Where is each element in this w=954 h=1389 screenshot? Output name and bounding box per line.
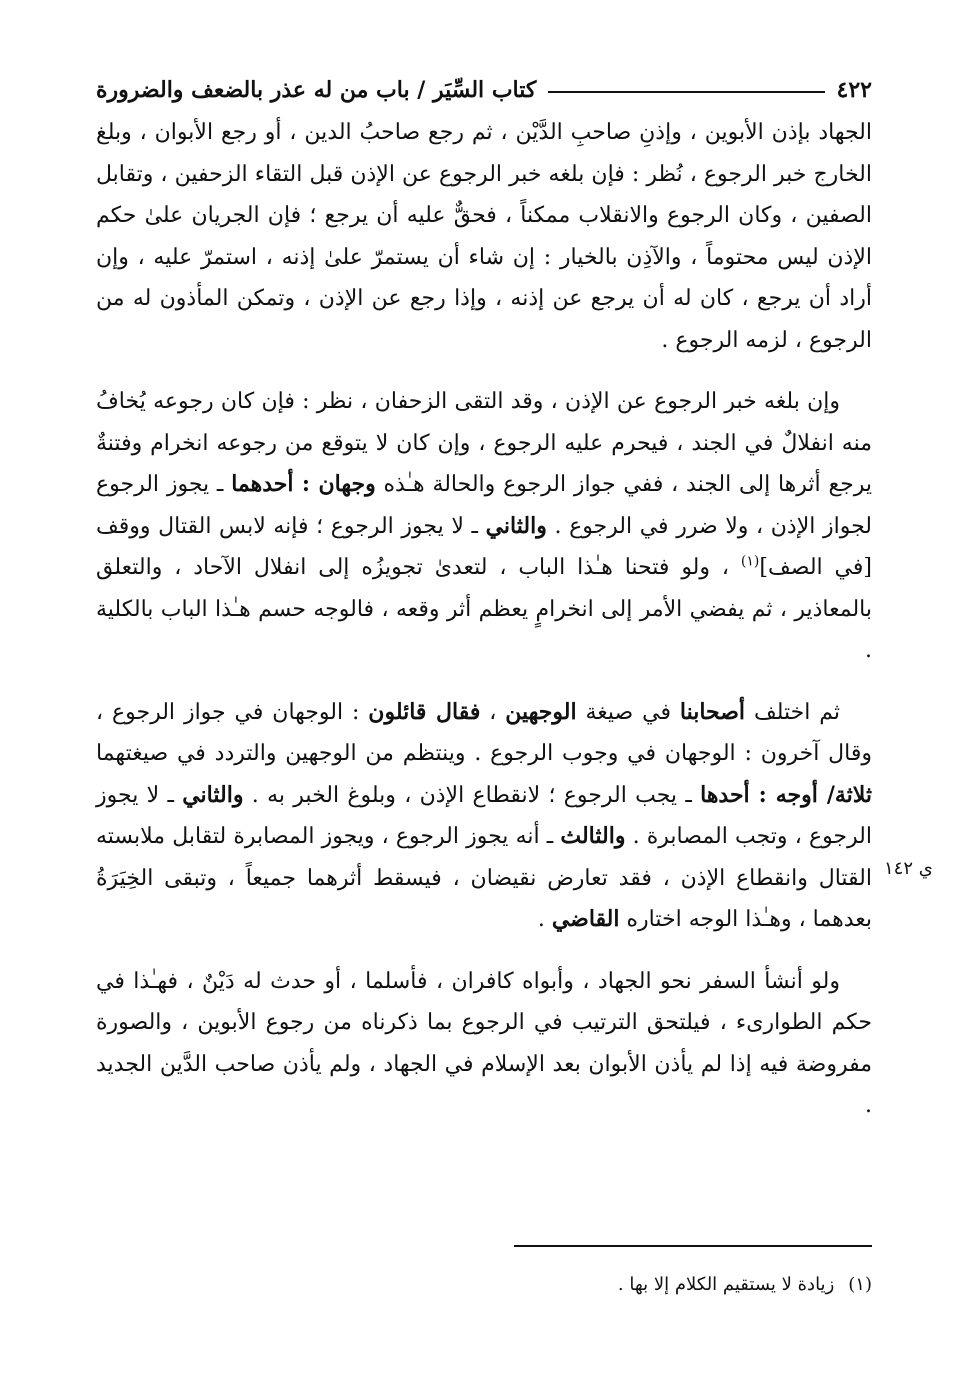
footnote-number: (١) <box>848 1274 872 1295</box>
footnote <box>400 1270 872 1300</box>
paragraph-3-text-g: ـ أنه يجوز الرجوع ، ويجوز المصابرة لتقابل ملابسته القتال وانقطاع الإذن ، فقد تعارض نقيضان ، فيسقط أثرهما جميعاً ، وتبقى الخِيَرَةُ بعدهما ، وهـٰذا الوجه اختاره <box>96 824 872 932</box>
manuscript-margin-note: ي ١٤٢ <box>884 858 933 879</box>
paragraph-3-text-a: ثم اختلف <box>753 699 841 725</box>
footnote-rule <box>514 1245 872 1247</box>
paragraph-2-bold-a: وجهان : أحدهما <box>231 471 376 497</box>
paragraph-3-text-c: ، <box>489 699 497 725</box>
paragraph-2-bold-b: والثاني <box>485 512 547 539</box>
paragraph-2-text-a: وإن بلغه خبر الرجوع عن الإذن ، وقد التقى الزحفان ، نظر : فإن كان رجوعه يُخافُ منه انفلالٌ في الجند ، فيحرم عليه الرجوع ، وإن كان لا يتوقع من رجوعه انخرام وفتنةٌ يرجع أثرها إلى الجند ، ففي جواز الرجوع والحالة هـٰذه <box>96 389 873 497</box>
paragraph-2-text-d: ، ولو فتحنا هـٰذا الباب ، لتعدىٰ تجويزُه إلى انفلال الآحاد ، والتعلق بالمعاذير ، ثم يفضي الأمر إلى انخرامٍ يعظم أثر وقعه ، فالوجه حسم هـٰذا الباب بالكلية . <box>96 555 872 663</box>
paragraph-3-text-e: ـ يجب الرجوع ؛ لانقطاع الإذن ، وبلوغ الخبر به . <box>251 782 692 808</box>
page <box>96 70 872 1127</box>
paragraph-3-bold-b: الوجهين <box>505 698 577 725</box>
paragraph-2 <box>96 381 872 672</box>
paragraph-3-text-f: ـ لا يجوز الرجوع ، وتجب المصابرة . <box>96 782 872 849</box>
running-head <box>96 70 872 110</box>
page-number: ٤٢٢ <box>836 77 872 103</box>
paragraph-3-bold-f: والثالث <box>560 823 626 849</box>
paragraph-1: الجهاد بإذن الأبوين ، وإذنِ صاحبِ الدَّيْن ، ثم رجع صاحبُ الدين ، أو رجع الأبوان ، وبلغ الخارج خبر الرجوع ، نُظر : فإن بلغه خبر الرجوع عن الإذن قبل التقاء الزحفين ، وتقابل الصفين ، وكان الرجوع والانقلاب ممكناً ، فحقٌّ عليه أن يرجع ؛ فإن الجريان علىٰ حكم الإذن ليس محتوماً ، والآذِن بالخيار : إن شاء أن يستمرّ علىٰ إذنه ، استمرّ عليه ، وإن أراد أن يرجع ، كان له أن يرجع عن إذنه ، وإذا رجع عن الإذن ، وتمكن المأذون له من الرجوع ، لزمه الرجوع . <box>96 120 872 353</box>
footnote-reference[interactable]: (١) <box>740 553 760 570</box>
paragraph-3 <box>96 692 872 941</box>
paragraph-3-text-h: . <box>537 907 545 932</box>
paragraph-3-bold-c: فقال قائلون <box>368 698 481 725</box>
paragraph-3-text-d: : الوجهان في جواز الرجوع ، وقال آخرون : الوجهان في وجوب الرجوع . وينتظم من الوجهين والتردد في صيغتهما <box>96 699 872 766</box>
paragraph-3-bold-a: أصحابنا <box>679 698 746 725</box>
footnote-text: زيادة لا يستقيم الكلام إلا بها . <box>617 1274 835 1295</box>
body-text <box>96 112 872 1127</box>
paragraph-3-bold-e: والثاني <box>182 781 244 808</box>
paragraph-3-bold-g: القاضي <box>551 906 620 932</box>
paragraph-2-text-b: ـ يجوز الرجوع لجواز الإذن ، ولا ضرر في الرجوع . <box>96 472 872 539</box>
paragraph-3-bold-d: ثلاثة/ أوجه : أحدها <box>700 781 873 808</box>
header-rule <box>548 91 824 93</box>
paragraph-2-text-c: ـ لا يجوز الرجوع ؛ فإنه لابس القتال ووقف [في الصف] <box>96 513 872 580</box>
running-title: كتاب السِّيَر / باب من له عذر بالضعف والضرورة <box>96 77 537 103</box>
paragraph-4: ولو أنشأ السفر نحو الجهاد ، وأبواه كافران ، فأسلما ، أو حدث له دَيْنٌ ، فهـٰذا في حكم الطوارىء ، فيلتحق الترتيب في الرجوع بما ذكرناه من رجوع الأبوين ، والصورة مفروضة فيه إذا لم يأذن الأبوان بعد الإسلام في الجهاد ، ولم يأذن صاحب الدَّين الجديد . <box>96 968 872 1118</box>
paragraph-3-text-b: في صيغة <box>585 699 671 725</box>
